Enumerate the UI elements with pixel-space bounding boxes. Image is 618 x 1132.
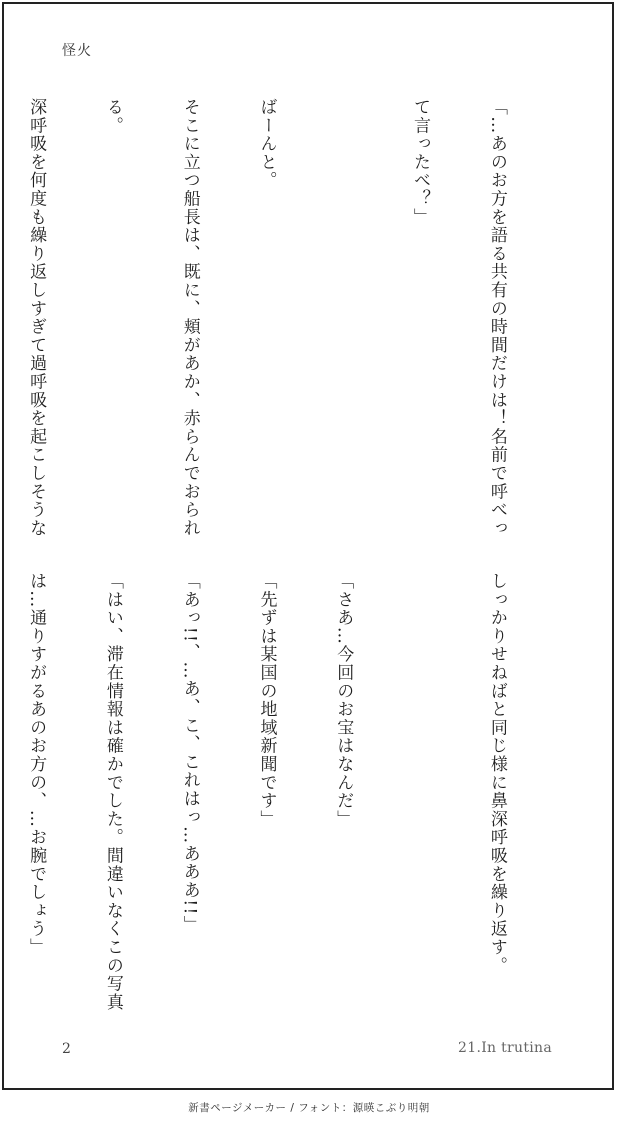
generator-credit: 新書ページメーカー / フォント：源暎こぶり明朝 <box>188 1102 430 1114</box>
book-page <box>2 2 614 1090</box>
page-header-title: 怪火 <box>62 43 92 59</box>
text-line: 深呼吸を何度も繰り返しすぎて過呼吸を起こしそうな <box>26 98 47 538</box>
lower-text-column <box>0 572 560 1012</box>
text-line: 「はい、滞在情報は確かでした。間違いなくこの写真 <box>102 572 123 1012</box>
blank-line <box>330 98 356 538</box>
text-line: そこに立つ船長は、既に、頬があか、赤らんでおられ <box>179 98 200 538</box>
text-line: る。 <box>102 98 123 135</box>
text-line: は…通りすがるあのお方の、…お腕でしょう」 <box>26 572 47 957</box>
chapter-title: 21.In trutina <box>458 1040 552 1056</box>
text-line: しっかりせねばと同じ様に鼻深呼吸を繰り返す。 <box>486 572 507 975</box>
text-line: て言ったべ？」 <box>410 98 431 227</box>
upper-text-column <box>0 98 560 538</box>
text-line: 「先ずは某国の地域新聞です」 <box>256 572 277 829</box>
page-number: 2 <box>62 1041 71 1057</box>
text-line: 「…あのお方を語る共有の時間だけは！名前で呼べっ <box>486 98 507 538</box>
text-line: 「あっ!!、…あ、こ、これはっ…あああ!!」 <box>179 572 200 934</box>
blank-line <box>406 572 432 992</box>
text-line: ばーんと。 <box>256 98 277 190</box>
text-line: 「さあ…今回のお宝はなんだ」 <box>333 572 354 829</box>
